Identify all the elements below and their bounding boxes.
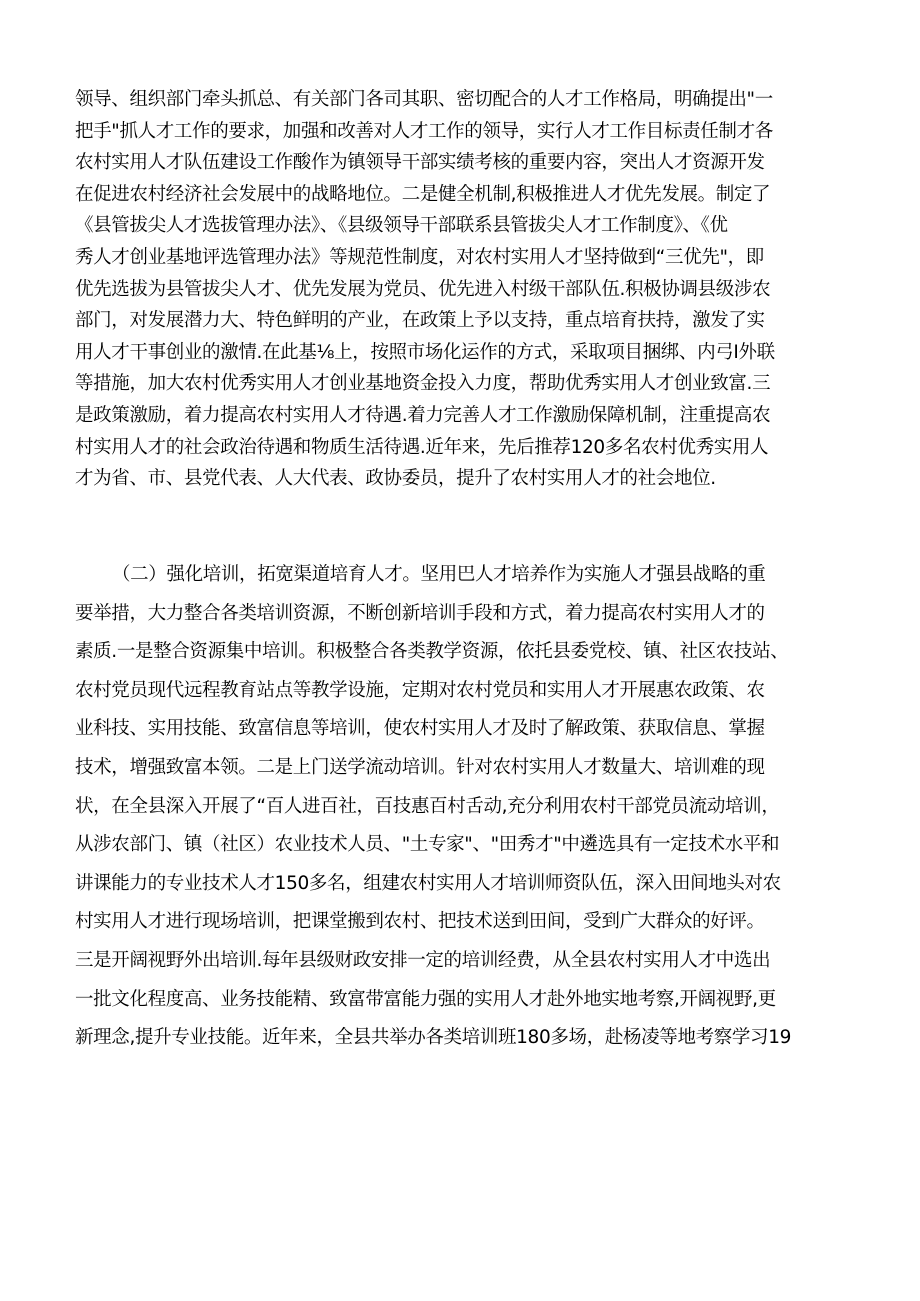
text-line: 村实用人才的社会政治待遇和物质生活待遇.近年来，先后推荐120多名农村优秀实用人 xyxy=(75,436,769,458)
text-line: 状，在全县深入开展了“百人进百社，百技惠百村舌动,充分利用农村干部党员流动培训， xyxy=(75,795,780,817)
text-line: 部门，对发展潜力大、特色鲜明的产业，在政策上予以支持，重点培育扶持，激发了实 xyxy=(75,310,765,332)
text-line: 技术，增强致富本领。二是上门送学流动培训。针对农村实用人才数量大、培训难的现 xyxy=(75,756,765,778)
text-line: （二）强化培训，拓宽渠道培育人才。坚用巴人才培养作为实施人才强县战略的重 xyxy=(112,564,766,585)
text-line: 素质.一是整合资源集中培训。积极整合各类教学资源，依托县委党校、镇、社区农技站、 xyxy=(75,641,789,663)
text-line: 要举措，大力整合各类培训资源，不断创新培训手段和方式，着力提高农村实用人才的 xyxy=(75,602,765,624)
text-line: 农村实用人才队伍建设工作酸作为镇领导干部实绩考核的重要内容，突出人才资源开发 xyxy=(75,152,765,174)
text-line: 是政策激励，着力提高农村实用人才待遇.着力完善人才工作激励保障机制，注重提高农 xyxy=(75,404,771,426)
text-line: 把手"抓人才工作的要求，加强和改善对人才工作的领导，实行人才工作目标责任制才各 xyxy=(75,120,773,142)
text-line: 《县管拔尖人才选拔管理办法》、《县级领导干部联系县管拔尖人才工作制度》、《优 xyxy=(75,215,728,237)
text-line: 三是开阔视野外出培训.每年县级财政安排一定的培训经费，从全县农村实用人才中选出 xyxy=(75,949,771,971)
text-line: 一批文化程度高、业务技能精、致富带富能力强的实用人才赴外地实地考察,开阔视野,更 xyxy=(75,988,776,1010)
text-line: 讲课能力的专业技术人才150多名，组建农村实用人才培训师资队伍，深入田间地头对农 xyxy=(75,872,781,894)
text-line: 等措施，加大农村优秀实用人才创业基地资金投入力度，帮助优秀实用人才创业致富.三 xyxy=(75,373,771,395)
text-line: 农村党员现代远程教育站点等教学设施，定期对农村党员和实用人才开展惠农政策、农 xyxy=(75,679,765,701)
text-line: 才为省、市、县党代表、人大代表、政协委员，提升了农村实用人才的社会地位. xyxy=(75,468,716,490)
text-line: 用人才干事创业的激情.在此基⅛上，按照市场化运作的方式，采取项目捆绑、内弓I外联 xyxy=(75,341,775,363)
text-line: 村实用人才进行现场培训，把课堂搬到农村、把技术送到田间，受到广大群众的好评。 xyxy=(75,911,765,933)
text-line: 业科技、实用技能、致富信息等培训，使农村实用人才及时了解政策、获取信息、掌握 xyxy=(75,718,765,740)
text-line: 新理念,提升专业技能。近年来，全县共举办各类培训班180多场，赴杨凌等地考察学习19 xyxy=(75,1027,792,1049)
text-line: 从涉农部门、镇（社区）农业技术人员、"土专家"、"田秀才"中遴选具有一定技术水平和 xyxy=(75,834,780,856)
text-line: 在促进农村经济社会发展中的战略地位。二是健全机制,积极推进人才优先发展。制定了 xyxy=(75,183,771,205)
text-line: 优先选拔为县管拔尖人才、优先发展为党员、优先进入村级干部队伍.积极协调县级涉农 xyxy=(75,278,771,300)
paragraph-talent-mechanism xyxy=(75,84,857,495)
paragraph-training xyxy=(75,556,857,1058)
text-line: 秀人才创业基地评选管理办法》等规范性制度，对农村实用人才坚持做到“三优先"，即 xyxy=(75,246,764,268)
text-line: 领导、组织部门牵头抓总、有关部门各司其职、密切配合的人才工作格局，明确提出"一 xyxy=(75,89,773,110)
